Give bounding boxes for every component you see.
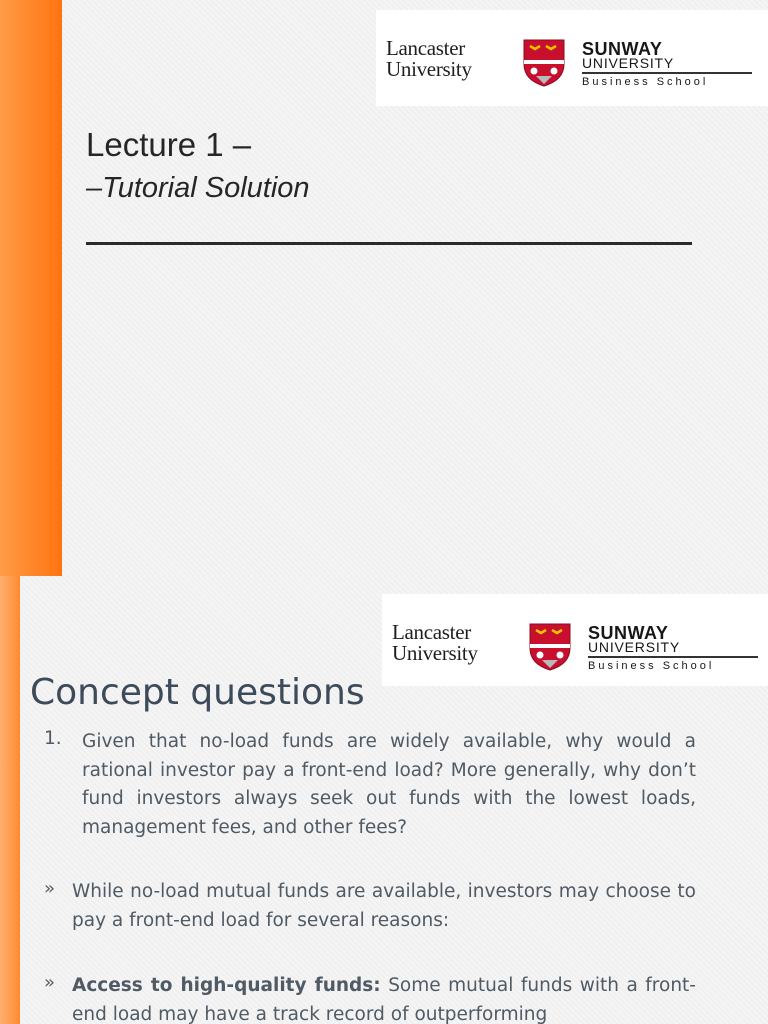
logos-header bbox=[376, 10, 768, 106]
sunway-university-word: UNIVERSITY bbox=[588, 639, 681, 655]
university-word: University bbox=[386, 57, 472, 81]
lecture-title: Lecture 1 – bbox=[86, 126, 252, 163]
sunway-divider bbox=[588, 656, 758, 658]
answer-bullet-access bbox=[72, 972, 696, 1024]
orange-accent-bar bbox=[0, 576, 20, 1024]
sunway-word: SUNWAY bbox=[582, 39, 663, 59]
sunway-word: SUNWAY bbox=[588, 623, 669, 643]
lancaster-shield-icon bbox=[528, 622, 572, 672]
sunway-school-word: Business School bbox=[582, 75, 709, 88]
sunway-divider bbox=[582, 72, 752, 74]
lancaster-word: Lancaster bbox=[386, 36, 465, 60]
lancaster-word: Lancaster bbox=[392, 620, 471, 644]
bullet-lead-bold: Access to high-quality funds: bbox=[72, 975, 381, 996]
university-word: University bbox=[392, 641, 478, 665]
bullet-marker: » bbox=[44, 878, 56, 899]
question-number: 1. bbox=[44, 728, 62, 749]
title-underline bbox=[86, 242, 692, 245]
question-text: Given that no-load funds are widely available, why would a rational investor pay a front-end load? More generally, why don’t fund investors always seek out funds with the lowest loads, management fees, and other fees? bbox=[82, 731, 696, 838]
sunway-logo bbox=[582, 40, 752, 88]
answer-bullet-intro: While no-load mutual funds are available, investors may choose to pay a front-end load for several reasons: bbox=[72, 881, 696, 931]
slide-concept-questions bbox=[0, 576, 768, 1024]
bullet-body: Some mutual funds with a front-end load may have a track record of outperforming bbox=[72, 975, 696, 1024]
sunway-logo bbox=[588, 624, 758, 672]
orange-accent-bar bbox=[0, 0, 62, 576]
logos-header bbox=[382, 594, 768, 686]
lecture-subtitle: –Tutorial Solution bbox=[86, 172, 310, 204]
sunway-school-word: Business School bbox=[588, 659, 715, 672]
bullet-marker: » bbox=[44, 972, 56, 993]
lancaster-logo bbox=[386, 38, 472, 80]
slide-heading: Concept questions bbox=[30, 672, 365, 713]
lancaster-logo bbox=[392, 622, 478, 664]
lancaster-shield-icon bbox=[522, 38, 566, 88]
sunway-university-word: UNIVERSITY bbox=[582, 55, 675, 71]
